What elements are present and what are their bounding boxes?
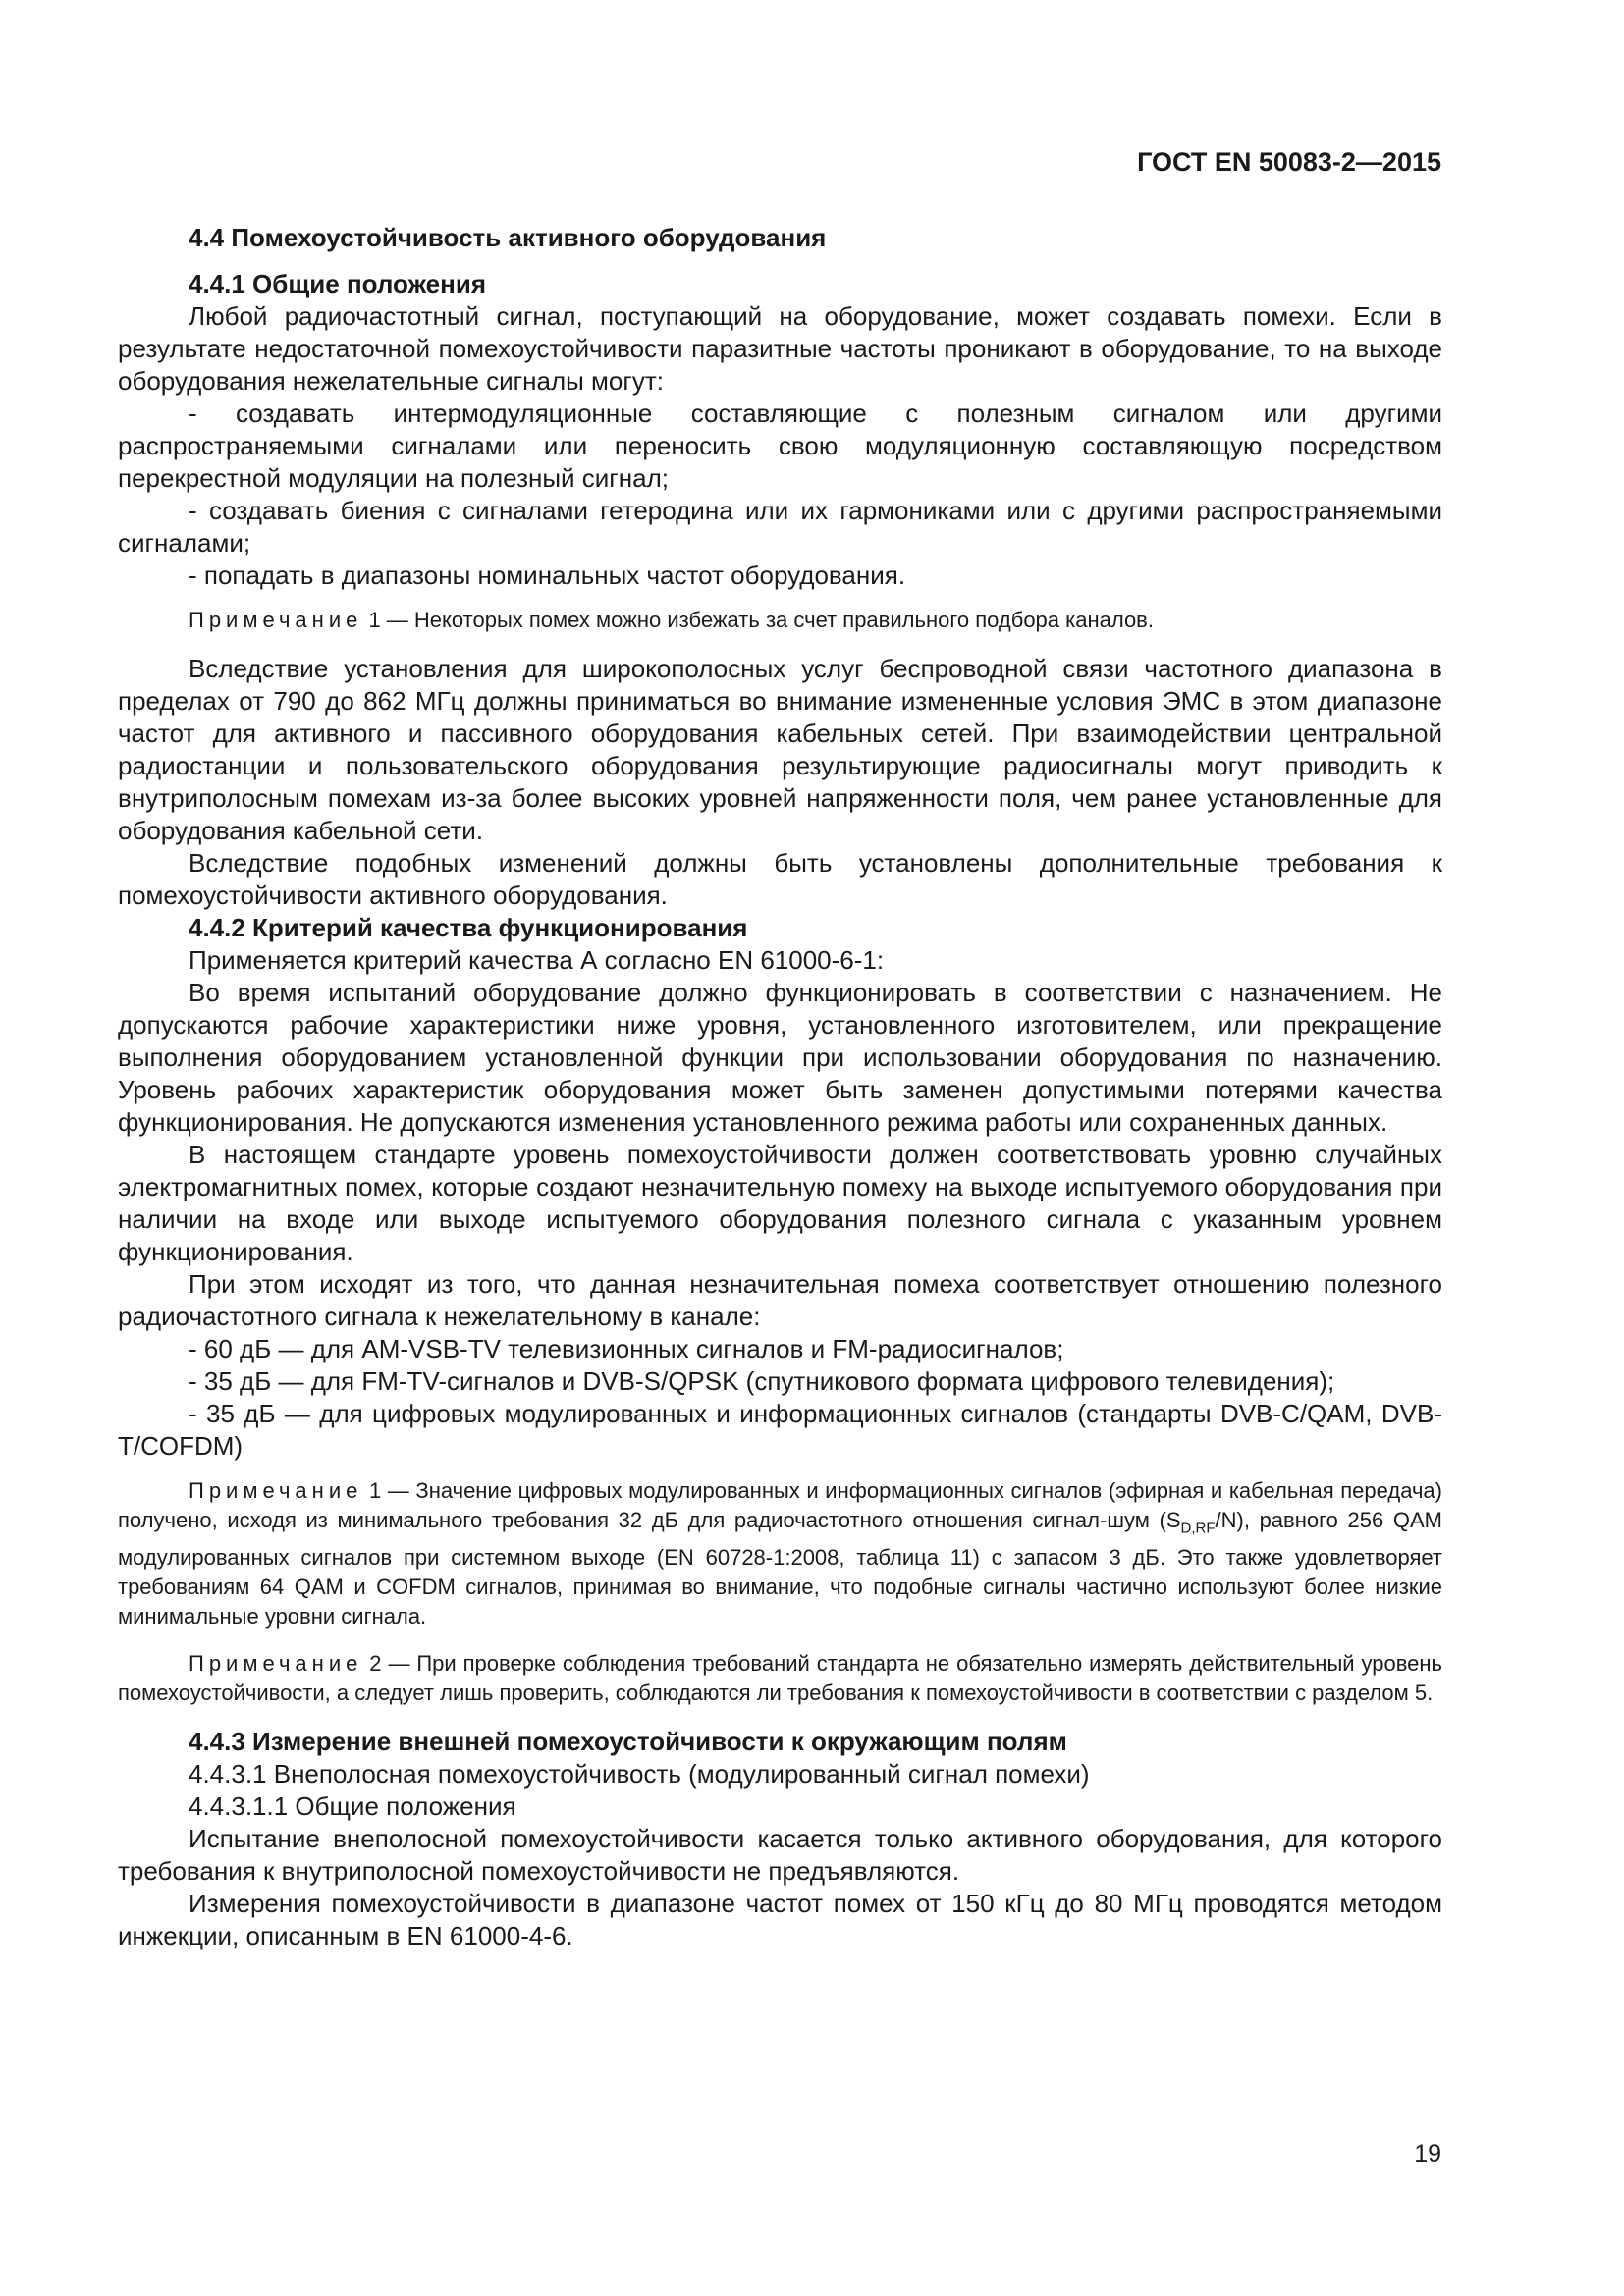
subsection-heading: 4.4.3.1.1 Общие положения [189,1791,516,1822]
paragraph: Во время испытаний оборудование должно функционировать в соответствии с назначением. Не допускаются рабочие характеристики ниже уровня, установленного изготовителем, или прекращение выполнения оборудованием установленной функции при использовании оборудования по назначению. Уровень рабочих характеристик оборудования может быть заменен допустимыми потерями качества функционирования. Не допускаются изменения установленного режима работы или сохраненных данных. [118,978,1442,1137]
list-item: - 35 дБ — для FM-TV-сигналов и DVB-S/QPSK (спутникового формата цифрового телевидения); [189,1366,1335,1396]
paragraph: Вследствие подобных изменений должны быть установлены дополнительные требования к помехоустойчивости активного оборудования. [118,848,1442,910]
paragraph: Испытание внеполосной помехоустойчивости касается только активного оборудования, для которого требования к внутриполосной помехоустойчивости не предъявляются. [118,1824,1442,1887]
note-text: 1 — Значение цифровых модулированных и информационных сигналов (эфирная и кабельная передача) получено, исходя из минимального требования 32 дБ для радиочастотного отношения сигнал-шум (S [118,1478,1442,1532]
note [118,1649,1442,1708]
paragraph: Вследствие установления для широкополосных услуг беспроводной связи частотного диапазона в пределах от 790 до 862 МГц должны приниматься во внимание измененные условия ЭМС в этом диапазоне частот для активного и пассивного оборудования кабельных сетей. При взаимодействии центральной радиостанции и пользовательского оборудования результирующие радиосигналы могут приводить к внутриполосным помехам из-за более высоких уровней напряженности поля, чем ранее установленные для оборудования кабельной сети. [118,654,1442,845]
note-label: Примечание [189,1651,363,1677]
note-text: 1 — Некоторых помех можно избежать за счет правильного подбора каналов. [362,608,1154,632]
paragraph: Измерения помехоустойчивости в диапазоне частот помех от 150 кГц до 80 МГц проводятся методом инжекции, описанным в EN 61000-4-6. [118,1889,1442,1951]
note [118,606,1442,635]
document-body [118,222,1442,1952]
section-4-4-3-heading: 4.4.3 Измерение внешней помехоустойчивости к окружающим полям [189,1727,1067,1757]
note-label: Примечание [189,608,363,632]
note-text: 2 — При проверке соблюдения требований стандарта не обязательно измерять действительный уровень помехоустойчивости, а следует лишь проверить, соблюдаются ли требования к помехоустойчивости в соответствии с разделом 5. [118,1651,1442,1706]
section-4-4-2-heading: 4.4.2 Критерий качества функционирования [189,913,748,942]
paragraph: В настоящем стандарте уровень помехоустойчивости должен соответствовать уровню случайных электромагнитных помех, которые создают незначительную помеху на выходе испытуемого оборудования при наличии на входе или выходе испытуемого оборудования полезного сигнала с указанным уровнем функционирования. [118,1140,1442,1266]
section-4-4-heading: 4.4 Помехоустойчивость активного оборудования [189,223,827,252]
page-number: 19 [1414,2140,1441,2167]
paragraph: При этом исходят из того, что данная незначительная помеха соответствует отношению полезного радиочастотного сигнала к нежелательному в канале: [118,1269,1442,1331]
note [118,1476,1442,1631]
list-item: - 60 дБ — для AM-VSB-TV телевизионных сигналов и FM-радиосигналов; [189,1334,1064,1363]
document-code: ГОСТ EN 50083-2—2015 [1137,147,1441,177]
subsection-heading: 4.4.3.1 Внеполосная помехоустойчивость (модулированный сигнал помехи) [189,1759,1090,1789]
section-4-4-1-heading: 4.4.1 Общие положения [189,269,486,298]
list-item: - попадать в диапазоны номинальных частот оборудования. [189,561,906,590]
list-item: - создавать интермодуляционные составляющие с полезным сигналом или другими распространяемыми сигналами или переносить свою модуляционную составляющую посредством перекрестной модуляции на полезный сигнал; [118,399,1442,493]
list-item: - 35 дБ — для цифровых модулированных и информационных сигналов (стандарты DVB-C/QAM, DVB-T/COFDM) [118,1399,1442,1461]
list-item: - создавать биения с сигналами гетеродина или их гармониками или с другими распространяемыми сигналами; [118,496,1442,558]
note-subscript: D,RF [1180,1520,1216,1537]
note-text: /N), равного 256 QAM модулированных сигналов при системном выходе (EN 60728-1:2008, таблица 11) с запасом 3 дБ. Это также удовлетворяет требованиям 64 QAM и COFDM сигналов, принимая во внимание, что подобные сигналы частично используют более низкие минимальные уровни сигнала. [118,1508,1442,1629]
paragraph: Применяется критерий качества А согласно EN 61000-6-1: [189,945,885,975]
note-label: Примечание [189,1478,363,1503]
paragraph: Любой радиочастотный сигнал, поступающий на оборудование, может создавать помехи. Если в результате недостаточной помехоустойчивости паразитные частоты проникают в оборудование, то на выходе оборудования нежелательные сигналы могут: [118,301,1442,396]
